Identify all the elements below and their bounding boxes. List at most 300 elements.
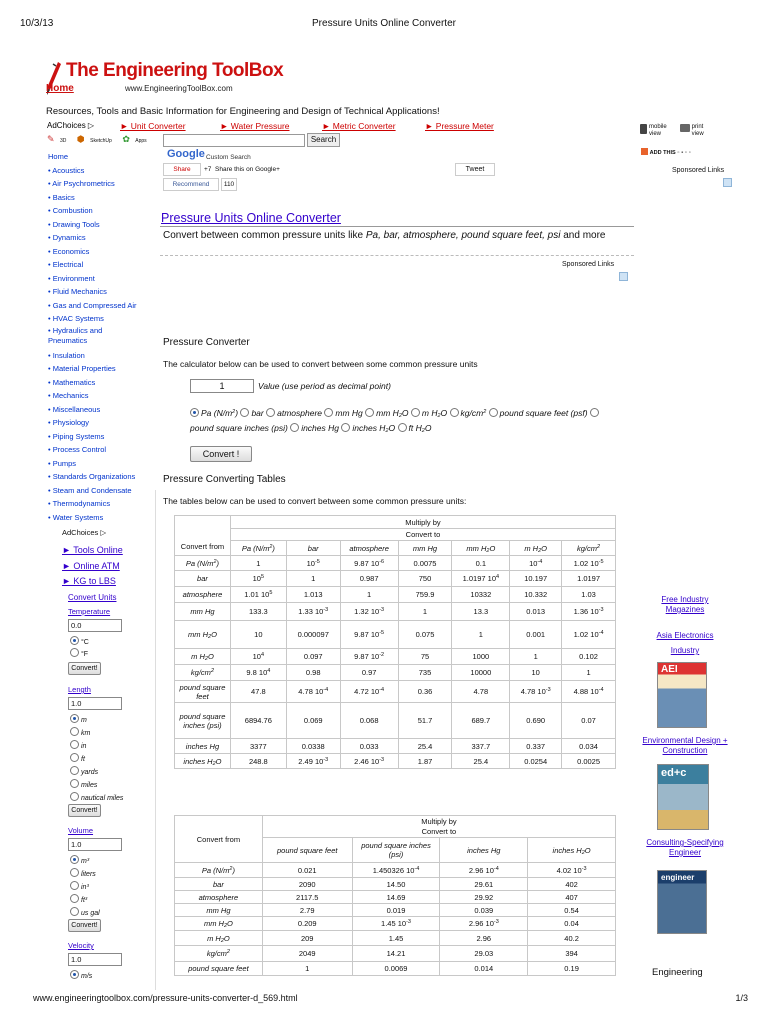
volume-option-m3[interactable]: m³ <box>70 855 89 865</box>
sidebar-item-hvac[interactable]: • HVAC Systems <box>48 314 104 323</box>
table-row <box>175 917 616 931</box>
velocity-input[interactable]: 1.0 <box>68 953 122 966</box>
temp-fahrenheit-option[interactable]: °F <box>70 648 88 658</box>
table-cell: 1.0197 $10^4$ <box>452 571 510 587</box>
table-cell: 2.49 $10^{-3}$ <box>286 754 340 769</box>
table-cell: 0.0338 <box>286 739 340 754</box>
volume-option-us-gal[interactable]: us gal <box>70 907 100 917</box>
table-cell: 0.690 <box>510 703 562 739</box>
table-cell: 10 <box>510 665 562 681</box>
table-cell: 0.209 <box>262 917 352 931</box>
column-header: pound square inches (psi) <box>352 838 440 863</box>
volume-label: Volume <box>68 826 94 835</box>
table-cell: 1.450326 $10^{-4}$ <box>352 863 440 878</box>
length-input[interactable]: 1.0 <box>68 697 122 710</box>
table-row <box>175 603 616 621</box>
row-header: pound square feet <box>175 962 263 976</box>
radio-button[interactable] <box>324 408 333 417</box>
google-logo: Google <box>167 148 205 160</box>
table-cell: 13.3 <box>452 603 510 621</box>
volume-convert-button[interactable]: Convert! <box>68 919 101 932</box>
table-cell: 0.069 <box>286 703 340 739</box>
table-cell: 0.001 <box>510 621 562 649</box>
table-cell: 0.0075 <box>398 556 452 571</box>
table-row <box>175 863 616 878</box>
column-header: m $H_2O$ <box>510 541 562 556</box>
table-cell: 2.46 $10^{-3}$ <box>340 754 398 769</box>
table-cell: 209 <box>262 931 352 946</box>
radio-button[interactable] <box>70 740 79 749</box>
sidebar-item-gas-compressed-air[interactable]: • Gas and Compressed Air <box>48 300 137 310</box>
view-options <box>640 124 720 138</box>
volume-option-liters[interactable]: liters <box>70 868 96 878</box>
temperature-convert-button[interactable]: Convert! <box>68 662 101 675</box>
adchoices-label[interactable]: AdChoices ▷ <box>47 121 95 130</box>
kg-to-lbs-link[interactable]: ► KG to LBS <box>62 576 116 586</box>
table-cell: 0.097 <box>286 649 340 665</box>
table-cell: 0.1 <box>452 556 510 571</box>
table-row <box>175 891 616 904</box>
radio-kg-cm2[interactable]: $kg/cm^2$ <box>450 408 487 418</box>
row-header: atmosphere <box>175 587 231 603</box>
table-cell: 14.50 <box>352 878 440 891</box>
table-cell: 2.96 <box>440 931 528 946</box>
adchoices-icon[interactable] <box>723 178 732 187</box>
sidebar-item-mathematics[interactable]: • Mathematics <box>48 377 96 387</box>
radio-button[interactable] <box>240 408 249 417</box>
table-cell: 1 <box>286 571 340 587</box>
radio-button[interactable] <box>70 779 79 788</box>
radio-button[interactable] <box>450 408 459 417</box>
table-cell: 1 <box>230 556 286 571</box>
radio-button[interactable] <box>590 408 599 417</box>
table-cell: 0.337 <box>510 739 562 754</box>
table-cell: 51.7 <box>398 703 452 739</box>
apps-icon[interactable]: ✿ Apps <box>122 134 147 144</box>
side-icons <box>47 134 157 150</box>
facebook-recommend-button[interactable]: Recommend <box>163 178 219 191</box>
table-cell: 25.4 <box>398 739 452 754</box>
table-cell: 735 <box>398 665 452 681</box>
sidebar-item-material-properties[interactable]: • Material Properties <box>48 364 116 373</box>
table-cell: $10^{-4}$ <box>510 556 562 571</box>
tables-heading: Pressure Converting Tables <box>163 474 286 485</box>
table-cell: 10 <box>230 621 286 649</box>
environmental-design-link[interactable]: Environmental Design + Construction <box>642 736 728 755</box>
radio-button[interactable] <box>70 727 79 736</box>
table-cell: 1.0197 <box>562 571 616 587</box>
table-cell: 29.03 <box>440 946 528 962</box>
temperature-input[interactable]: 0.0 <box>68 619 122 632</box>
row-header: atmosphere <box>175 891 263 904</box>
table-cell: 1.01 $10^5$ <box>230 587 286 603</box>
column-header: mm $H_2O$ <box>452 541 510 556</box>
site-tagline: Resources, Tools and Basic Information for Engineering and Design of Technical Applications! <box>46 106 440 117</box>
row-header: mm Hg <box>175 904 263 917</box>
table-cell: 1.03 <box>562 587 616 603</box>
print-date: 10/3/13 <box>20 18 54 29</box>
engineer-magazine-cover[interactable]: engineer <box>657 870 707 934</box>
nav-unit-converter[interactable]: ► Unit Converter <box>120 121 186 131</box>
table-cell: 1.87 <box>398 754 452 769</box>
table-cell: 4.72 $10^{-4}$ <box>340 681 398 703</box>
sidebar-item-economics[interactable]: • Economics <box>48 246 90 256</box>
sidebar-item-acoustics[interactable]: • Acoustics <box>48 165 85 175</box>
sidebar-item-environment[interactable]: • Environment <box>48 273 95 283</box>
sidebar-item-thermodynamics[interactable]: • Thermodynamics <box>48 499 111 508</box>
online-atm-link[interactable]: ► Online ATM <box>62 561 120 571</box>
radio-button[interactable] <box>70 753 79 762</box>
table-cell: 4.88 $10^{-4}$ <box>562 681 616 703</box>
search-input[interactable] <box>163 134 305 147</box>
radio-psf[interactable]: pound square feet (psf) <box>489 408 588 418</box>
row-header: $kg/cm^2$ <box>175 946 263 962</box>
table-row <box>175 931 616 946</box>
unit-radio-group <box>190 406 610 436</box>
table-cell: 0.000097 <box>286 621 340 649</box>
table-cell: 0.97 <box>340 665 398 681</box>
home-link[interactable]: Home <box>46 83 74 94</box>
pen-icon <box>44 60 62 100</box>
row-header: pound square inches (psi) <box>175 703 231 739</box>
table-row <box>175 556 616 571</box>
table-cell: 1 <box>398 603 452 621</box>
table-cell: 337.7 <box>452 739 510 754</box>
print-view-button[interactable]: print view <box>680 124 718 138</box>
adchoices-label[interactable]: AdChoices ▷ <box>62 528 107 537</box>
sponsored-links-main: Sponsored Links <box>562 261 615 268</box>
convert-button[interactable]: Convert ! <box>190 446 252 462</box>
addthis-button[interactable]: ADD THIS ▫ ▪ ▫ ▫ <box>641 148 721 158</box>
table-cell: 1000 <box>452 649 510 665</box>
column-header: inches $H_2O$ <box>528 838 616 863</box>
table-cell: 2049 <box>262 946 352 962</box>
multiply-by-header: Multiply by <box>262 816 615 827</box>
table-cell: 1.013 <box>286 587 340 603</box>
nav-pressure-meter[interactable]: ► Pressure Meter <box>425 121 494 131</box>
table-cell: 0.033 <box>340 739 398 754</box>
sidebar-item-mechanics[interactable]: • Mechanics <box>48 391 89 400</box>
engineering-label: Engineering <box>652 967 703 978</box>
tweet-button[interactable]: Tweet <box>455 163 495 176</box>
velocity-label: Velocity <box>68 941 94 950</box>
table-cell: $10^{-5}$ <box>286 556 340 571</box>
table-cell: 0.36 <box>398 681 452 703</box>
sidebar-item-pumps[interactable]: • Pumps <box>48 458 77 468</box>
table-cell: 47.8 <box>230 681 286 703</box>
table-cell: 14.21 <box>352 946 440 962</box>
sidebar-item-process-control[interactable]: • Process Control <box>48 445 107 454</box>
temperature-label: Temperature <box>68 607 111 616</box>
table-cell: 0.0254 <box>510 754 562 769</box>
radio-button[interactable] <box>398 423 407 432</box>
radio-button[interactable] <box>70 766 79 775</box>
converter-heading: Pressure Converter <box>163 337 250 348</box>
table-cell: 0.102 <box>562 649 616 665</box>
table-cell: 1 <box>510 649 562 665</box>
table-cell: 1.32 $10^{-3}$ <box>340 603 398 621</box>
share-icons: ▫ ▪ ▫ ▫ <box>677 150 691 156</box>
table-cell: 10000 <box>452 665 510 681</box>
table-cell: 4.78 <box>452 681 510 703</box>
table-row <box>175 587 616 603</box>
table-cell: 0.0069 <box>352 962 440 976</box>
table-cell: 14.69 <box>352 891 440 904</box>
table-cell: 2090 <box>262 878 352 891</box>
table-cell: 0.014 <box>440 962 528 976</box>
sidebar-item-hydraulics[interactable]: • Hydraulics and Pneumatics <box>48 325 103 345</box>
tools-online-link[interactable]: ► Tools Online <box>62 545 123 555</box>
table-cell: 0.54 <box>528 904 616 917</box>
radio-ft-h2o[interactable]: ft $H_2O$ <box>398 423 432 433</box>
column-header: bar <box>286 541 340 556</box>
radio-button[interactable] <box>70 648 79 657</box>
radio-button[interactable] <box>290 423 299 432</box>
radio-button[interactable] <box>411 408 420 417</box>
aei-magazine-cover[interactable]: AEI <box>657 662 707 728</box>
radio-button[interactable] <box>70 855 79 864</box>
radio-button[interactable] <box>70 636 79 645</box>
table-cell: 0.019 <box>352 904 440 917</box>
pencil-3d-icon[interactable]: ✎ 3D <box>47 134 67 144</box>
length-option-yards[interactable]: yards <box>70 766 98 776</box>
table-cell: 3377 <box>230 739 286 754</box>
table-cell: 248.8 <box>230 754 286 769</box>
printer-icon <box>680 124 690 132</box>
convert-from-header: Convert from <box>175 816 263 863</box>
table-cell: 1.02 $10^{-4}$ <box>562 621 616 649</box>
table-cell: 2.79 <box>262 904 352 917</box>
row-header: mm Hg <box>175 603 231 621</box>
table-row <box>175 946 616 962</box>
print-url: www.engineeringtoolbox.com/pressure-units-converter-d_569.html <box>33 993 298 1003</box>
adchoices-icon: ▷ <box>87 121 95 130</box>
sidebar-item-piping-systems[interactable]: • Piping Systems <box>48 431 105 441</box>
sidebar-item-fluid-mechanics[interactable]: • Fluid Mechanics <box>48 287 107 296</box>
length-option-in[interactable]: in <box>70 740 86 750</box>
table-cell: 759.9 <box>398 587 452 603</box>
print-title: Pressure Units Online Converter <box>312 18 456 29</box>
table-cell: 0.034 <box>562 739 616 754</box>
sidebar-item-home[interactable]: Home <box>48 152 69 161</box>
table-cell: 4.78 $10^{-4}$ <box>286 681 340 703</box>
recommend-count: 110 <box>221 178 237 191</box>
table-cell: 10.197 <box>510 571 562 587</box>
length-option-miles[interactable]: miles <box>70 779 97 789</box>
convert-units-link[interactable]: Convert Units <box>68 593 117 602</box>
radio-inches-hg[interactable]: inches Hg <box>290 423 339 433</box>
table-row <box>175 739 616 754</box>
sketchup-icon[interactable]: ⬢ SketchUp <box>76 134 112 144</box>
consulting-specifying-engineer-link[interactable]: Consulting-Specifying Engineer <box>646 838 724 857</box>
table-cell: 2.96 $10^{-4}$ <box>440 863 528 878</box>
table-cell: 6894.76 <box>230 703 286 739</box>
volume-option-ft3[interactable]: ft³ <box>70 894 87 904</box>
radio-button[interactable] <box>70 714 79 723</box>
table-cell: 0.987 <box>340 571 398 587</box>
table-cell: 750 <box>398 571 452 587</box>
edc-magazine-cover[interactable]: ed+c <box>657 764 709 830</box>
sidebar-item-miscellaneous[interactable]: • Miscellaneous <box>48 404 101 414</box>
table-cell: 2.96 $10^{-3}$ <box>440 917 528 931</box>
free-industry-magazines-link[interactable]: Free Industry Magazines <box>661 595 709 614</box>
table-cell: 0.19 <box>528 962 616 976</box>
velocity-option-ms[interactable]: m/s <box>70 970 92 980</box>
addthis-icon <box>641 148 648 155</box>
row-header: bar <box>175 571 231 587</box>
value-label: Value (use period as decimal point) <box>258 381 391 391</box>
table-cell: 1.36 $10^{-3}$ <box>562 603 616 621</box>
radio-mm-hg[interactable]: mm Hg <box>324 408 362 418</box>
radio-pa[interactable]: Pa $(N/m^2)$ <box>190 408 238 418</box>
table-row <box>175 904 616 917</box>
radio-mm-h2o[interactable]: mm $H_2O$ <box>365 408 408 418</box>
sidebar-item-drawing-tools[interactable]: • Drawing Tools <box>48 219 100 229</box>
table-row <box>175 754 616 769</box>
row-header: m $H_2O$ <box>175 931 263 946</box>
row-header: $kg/cm^2$ <box>175 665 231 681</box>
table-cell: 0.068 <box>340 703 398 739</box>
column-header: mm Hg <box>398 541 452 556</box>
radio-button[interactable] <box>341 423 350 432</box>
table-cell: 1.33 $10^{-3}$ <box>286 603 340 621</box>
table-cell: 394 <box>528 946 616 962</box>
table-cell: 9.87 $10^{-5}$ <box>340 621 398 649</box>
sidebar-item-combustion[interactable]: • Combustion <box>48 206 93 215</box>
radio-button[interactable] <box>70 792 79 801</box>
convert-to-header: Convert to <box>230 529 615 541</box>
table-cell: 0.98 <box>286 665 340 681</box>
search-button[interactable]: Search <box>307 133 340 147</box>
table-cell: 29.61 <box>440 878 528 891</box>
table-cell: 1.45 <box>352 931 440 946</box>
table-cell: $10^5$ <box>230 571 286 587</box>
volume-input[interactable]: 1.0 <box>68 838 122 851</box>
row-header: mm $H_2O$ <box>175 917 263 931</box>
row-header: Pa $(N/m^2)$ <box>175 863 263 878</box>
asia-electronics-link[interactable]: Asia Electronics Industry <box>656 631 714 655</box>
table-cell: 75 <box>398 649 452 665</box>
table-cell: 9.8 $10^4$ <box>230 665 286 681</box>
multiply-by-header: Multiply by <box>230 516 615 529</box>
sidebar-item-insulation[interactable]: • Insulation <box>48 350 85 360</box>
table-cell: 29.92 <box>440 891 528 904</box>
sidebar-item-physiology[interactable]: • Physiology <box>48 418 89 427</box>
nav-metric-converter[interactable]: ► Metric Converter <box>322 121 396 131</box>
length-option-nautical-miles[interactable]: nautical miles <box>70 792 123 802</box>
column-header: inches Hg <box>440 838 528 863</box>
table-cell: 1 <box>452 621 510 649</box>
row-header: Pa $(N/m^2)$ <box>175 556 231 571</box>
page-title[interactable]: Pressure Units Online Converter <box>161 211 341 225</box>
radio-button[interactable] <box>266 408 275 417</box>
left-column-divider <box>155 490 156 990</box>
radio-m-h2o[interactable]: m $H_2O$ <box>411 408 447 418</box>
site-logo[interactable]: The Engineering ToolBox <box>66 60 284 81</box>
table-cell: 0.075 <box>398 621 452 649</box>
tables-description: The tables below can be used to convert between some common pressure units: <box>163 496 467 506</box>
column-header: Pa $(N/m^2)$ <box>230 541 286 556</box>
sidebar-item-water-systems[interactable]: • Water Systems <box>48 512 104 522</box>
radio-button[interactable] <box>70 894 79 903</box>
mobile-view-button[interactable]: mobile view <box>640 124 678 138</box>
length-label: Length <box>68 685 91 694</box>
row-header: m $H_2O$ <box>175 649 231 665</box>
table-row <box>175 703 616 739</box>
sidebar-nav <box>48 150 154 524</box>
logo-url: www.EngineeringToolBox.com <box>125 84 233 93</box>
table-cell: 0.021 <box>262 863 352 878</box>
print-page-number: 1/3 <box>735 993 748 1003</box>
radio-button[interactable] <box>70 970 79 979</box>
title-divider <box>160 226 634 227</box>
sidebar-item-steam[interactable]: • Steam and Condensate <box>48 485 132 495</box>
radio-button[interactable] <box>70 907 79 916</box>
table-cell: 1 <box>262 962 352 976</box>
radio-button[interactable] <box>70 868 79 877</box>
convert-to-header: Convert to <box>262 827 615 838</box>
value-input[interactable]: 1 <box>190 379 254 393</box>
nav-water-pressure[interactable]: ► Water Pressure <box>220 121 290 131</box>
table-row <box>175 571 616 587</box>
row-header: inches $H_2O$ <box>175 754 231 769</box>
sidebar-item-electrical[interactable]: • Electrical <box>48 260 84 269</box>
table-cell: 1 <box>340 587 398 603</box>
radio-psi[interactable]: pound square inches (psi) <box>190 408 601 433</box>
table-cell: 1.45 $10^{-3}$ <box>352 917 440 931</box>
radio-bar[interactable]: bar <box>240 408 263 418</box>
radio-button[interactable] <box>190 408 199 417</box>
radio-button[interactable] <box>70 881 79 890</box>
google-share-button[interactable]: Share <box>163 163 201 176</box>
table-row <box>175 681 616 703</box>
row-header: mm $H_2O$ <box>175 621 231 649</box>
radio-button[interactable] <box>365 408 374 417</box>
column-header: atmosphere <box>340 541 398 556</box>
table-cell: 2117.5 <box>262 891 352 904</box>
radio-button[interactable] <box>489 408 498 417</box>
table-row <box>175 878 616 891</box>
table-cell: 0.039 <box>440 904 528 917</box>
table-cell: 4.02 $10^{-3}$ <box>528 863 616 878</box>
mobile-icon <box>640 124 647 134</box>
temp-celsius-option[interactable]: °C <box>70 636 89 646</box>
radio-inches-h2o[interactable]: inches $H_2O$ <box>341 423 395 433</box>
table-cell: 133.3 <box>230 603 286 621</box>
length-option-ft[interactable]: ft <box>70 753 85 763</box>
table-cell: $10^4$ <box>230 649 286 665</box>
adchoices-icon[interactable] <box>619 272 628 281</box>
row-header: bar <box>175 878 263 891</box>
volume-option-in3[interactable]: in³ <box>70 881 89 891</box>
sidebar-item-dynamics[interactable]: • Dynamics <box>48 233 86 242</box>
convert-from-header: Convert from <box>175 516 231 556</box>
column-header: pound square feet <box>262 838 352 863</box>
table-cell: 0.013 <box>510 603 562 621</box>
sidebar-item-standards[interactable]: • Standards Organizations <box>48 472 136 481</box>
adchoices-icon: ▷ <box>100 528 107 537</box>
length-option-km[interactable]: km <box>70 727 90 737</box>
sidebar-item-basics[interactable]: • Basics <box>48 192 75 202</box>
radio-atmosphere[interactable]: atmosphere <box>266 408 322 418</box>
table-cell: 407 <box>528 891 616 904</box>
sidebar-item-air-psychrometrics[interactable]: • Air Psychrometrics <box>48 179 115 188</box>
row-header: pound square feet <box>175 681 231 703</box>
length-option-m[interactable]: m <box>70 714 87 724</box>
table-row <box>175 649 616 665</box>
share-count: +7 <box>204 166 212 173</box>
length-convert-button[interactable]: Convert! <box>68 804 101 817</box>
